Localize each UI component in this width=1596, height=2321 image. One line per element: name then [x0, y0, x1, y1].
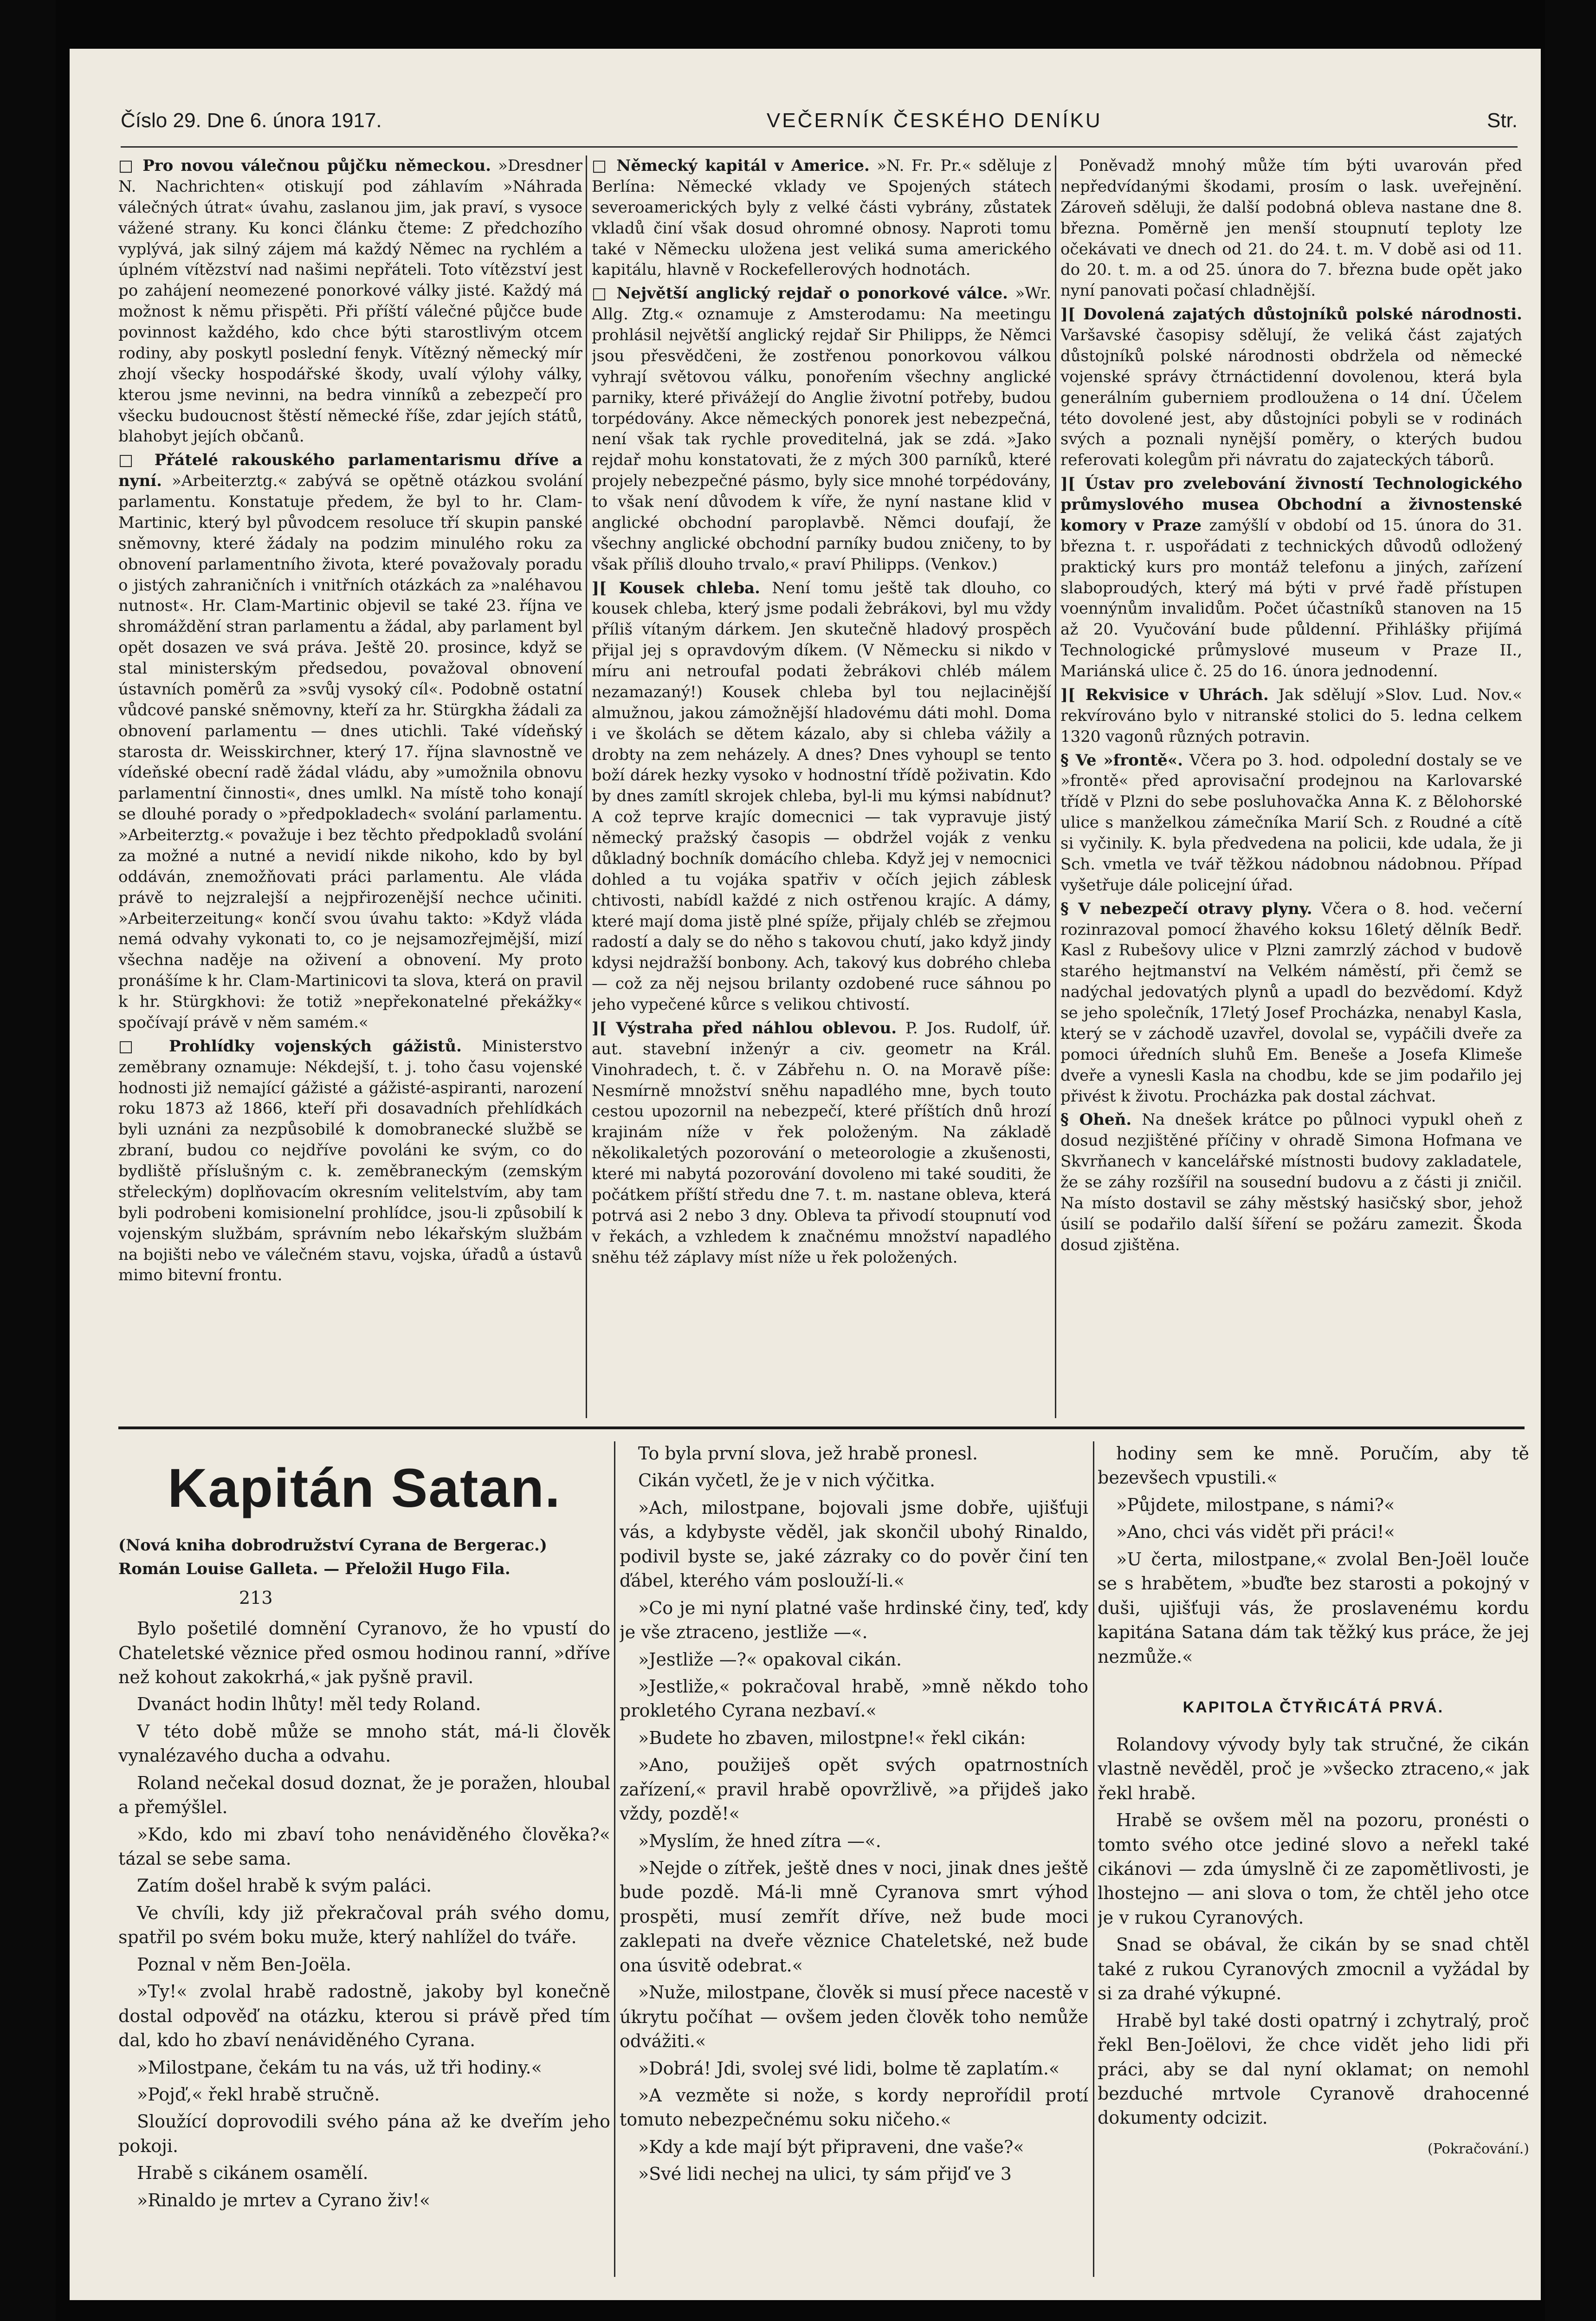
news-text: »N. Fr. Pr.« sděluje z Berlína: Německé vklady ve Spojených státech severoamerických byly z velké části vybrány, zůstatek vkladů činí však dosud ohromné obnosy. Naproti tomu také v Německu uložena jest veliká suma amerického kapitálu, hlavně v Rockefellerových hodnotách. — [592, 156, 1051, 279]
column-divider — [1093, 1441, 1094, 2277]
news-text: Včera o 8. hod. večerní rozinrazoval pomocí žhavého koksu 16letý dělník Bedř. Kasl z Rubešovy ulice v Plzni zamrzlý záchod v budově starého hejtmanství na Velkém náměstí, při čemž se nadýchal jedovatých plynů a upadl do bezvědomí. Když se jeho společník, 17letý Josef Procházka, nenabyl Kasla, který se v záchodě uzavřel, dovolal se, vypáčili dveře za pomoci úředních sluhů Em. Beneše a Josefa Klimeše dveře a vynesli Kasla na chodbu, kde se jim podařilo jej přivést k životu. Procházka pak dostal záchvat. — [1060, 899, 1522, 1106]
section-divider — [118, 1426, 1525, 1429]
news-headline: ][ Rekvisice v Uhrách. — [1060, 685, 1269, 704]
news-item — [1060, 156, 1522, 301]
news-item — [1060, 304, 1522, 471]
serial-paragraph: »Ano, chci vás vidět při práci!« — [1116, 1522, 1395, 1543]
serial-installment-number: 213 — [239, 1587, 273, 1608]
serial-paragraph: »Ty!« zvolal hrabě radostně, jakoby byl konečně dostal odpověď na otázku, kterou si právě před tím dal, kdo ho zbaví nenáviděného Cyrana. — [118, 1981, 610, 2051]
serial-author: Román Louise Galleta. — Přeložil Hugo Fila. — [118, 1559, 510, 1578]
news-headline: □ Přátelé rakouského parlamentarismu dříve a nyní. — [118, 451, 582, 491]
news-text: »Wr. Allg. Ztg.« oznamuje z Amsterodamu: Na meetingu prohlásil největší anglický rejdař Sir Philipps, že Němci jsou přesvědčeni, že zostřenou ponorkovou válkou vyhrají světovou válku, ponořením všechny anglické parniky, které přivážejí do Anglie životní potřeby, budou torpédovány. Akce německých ponorek jest nebezpečná, není však tak rychle proveditelná, jak se zdá. »Jako rejdař mohu konstatovati, že z mých 300 parníků, které projely nebezpečné pásmo, byly sice mnohé torpédovány, to však není důvodem k víře, že nyní nastane klid v anglické obchodní paroplavbě. Němci doufají, že všechny anglické obchodní parníky budou zničeny, to by však příliš dlouho trvalo,« praví Philipps. (Venkov.) — [592, 284, 1051, 574]
scan-border-right — [1545, 0, 1596, 2321]
news-column-3 — [1060, 156, 1522, 1423]
serial-paragraph: »Dobrá! Jdi, svolej své lidi, bolme tě zaplatím.« — [638, 2058, 1060, 2079]
news-item — [1060, 473, 1522, 682]
serial-paragraph: Zatím došel hrabě k svým paláci. — [137, 1875, 432, 1896]
news-headline: □ Pro novou válečnou půjčku německou. — [118, 156, 491, 175]
news-text: Varšavské časopisy sdělují, že veliká část zajatých důstojníků polské národnosti obdržela od německé vojenské správy čtrnáctidenní dovolenou, která byla generálním guberniem prodloužena o 14 dní. Účelem této dovolené jest, aby důstojníci pobyli se v rodinách svých a poznali nynější poměry, o kterých budou referovati kolegům při návratu do zajateckých táborů. — [1060, 326, 1522, 470]
news-item — [592, 1018, 1051, 1268]
serial-paragraph: »Rinaldo je mrtev a Cyrano živ!« — [137, 2190, 431, 2211]
serial-paragraph: »Jestliže —?« opakoval cikán. — [638, 1649, 902, 1670]
serial-paragraph: Cikán vyčetl, že je v nich výčitka. — [638, 1470, 936, 1491]
serial-paragraph: »U čerta, milostpane,« zvolal Ben-Joël louče se s hrabětem, »buďte bez starosti a pokojný v duši, ujišťuji vás, že proslavenému kordu kapitána Satana dám tak těžký kus práce, že jej nezmůže.« — [1098, 1549, 1529, 1667]
serial-paragraph: Ve chvíli, kdy již překračoval práh svého domu, spatřil po svém boku muže, který nahlížel do tváře. — [118, 1902, 610, 1948]
serial-paragraph: Poznal v něm Ben-Joëla. — [137, 1954, 352, 1975]
news-item — [592, 156, 1051, 280]
serial-paragraph: Dvanáct hodin lhůty! měl tedy Roland. — [137, 1694, 481, 1715]
news-item — [118, 450, 582, 1033]
serial-paragraph: »Ach, milostpane, bojovali jsme dobře, ujišťuji vás, a kdybyste věděl, jak skončil ubohý Rinaldo, podivil byste se, jaké zázraky co do pověr činí ten ďábel, kterého vám poslouží-li.« — [620, 1497, 1088, 1591]
serial-paragraph: Hrabě s cikánem osamělí. — [137, 2163, 368, 2184]
serial-paragraph: »Jestliže,« pokračoval hrabě, »mně někdo toho prokletého Cyrana nezbaví.« — [620, 1676, 1088, 1721]
news-text: zamýšlí v období od 15. února do 31. března t. r. uspořádati z technických důvodů odložený praktický kurs pro montáž telefonu a jiných, zařízení slaboproudých, který má býti v prvé řadě přístupen voennýnům invalidům. Počet účastníků stanoven na 15 až 20. Vyučování bude půldenní. Přihlášky přijímá Technologické průmyslové museum v Praze II., Mariánská ulice č. 25 do 16. února jednodenní. — [1060, 516, 1522, 681]
news-headline: ][ Výstraha před náhlou oblevou. — [592, 1018, 897, 1037]
news-item — [1060, 899, 1522, 1107]
news-item — [1060, 750, 1522, 896]
serial-paragraph: »Nuže, milostpane, člověk si musí přece nacestě v úkrytu počíhat — ovšem jeden člověk toho nemůže odvážiti.« — [620, 1982, 1088, 2052]
news-text: Na dnešek krátce po půlnoci vypukl oheň z dosud nezjištěné příčiny v ohradě Simona Hofmana ve Skvrňanech v kancelářské místnosti budovy zakladatele, že se záhy rozšířil na sousední budovu a z části ji zničil. Na místo dostavil se záhy městský hasičský sbor, jehož úsilí se podařilo další šíření se požáru zamezit. Škoda dosud zjištěna. — [1060, 1110, 1522, 1254]
serial-paragraph: »Kdo, kdo mi zbaví toho nenáviděného člověka?« tázal se sebe sama. — [118, 1824, 610, 1869]
scan-border-left — [0, 0, 56, 2321]
continued-note: (Pokračování.) — [1428, 2140, 1529, 2157]
news-headline: § Oheň. — [1060, 1110, 1132, 1129]
news-text: »Dresdner N. Nachrichten« otiskují pod záhlavím »Náhrada válečných útrat« úvahu, zaslanou jim, jak praví, s vysoce vážené strany. Ku konci článku čteme: Z předchozího vyplývá, jak silný zájem má každý Němec na rychlém a úplném vítězství nad našimi nepřáteli. Toto vítězství jest po zahájení neomezené ponorkové války jisté. Každý má možnost k němu přispěti. Při příští válečné půjčce bude povinnost každého, kdo chce býti starostlivým otcem rodiny, aby poskytl poslední fenyk. Vítězný německý mír zhojí všecky hospodářské škody, uvalí výlohy války, kterou jsme nevinni, na bedra vinníků a zebezpečí pro všecku budoucnost štěstí německé říše, zdar jejích států, blahobyt jejích občanů. — [118, 156, 582, 446]
news-headline: □ Prohlídky vojenských gážistů. — [118, 1037, 462, 1056]
serial-paragraph: Sloužící doprovodili svého pána až ke dveřím jeho pokoji. — [118, 2111, 610, 2156]
news-column-2 — [592, 156, 1051, 1423]
chapter-heading: KAPITOLA ČTYŘICÁTÁ PRVÁ. — [1182, 1698, 1444, 1716]
serial-paragraph: To byla první slova, jež hrabě pronesl. — [638, 1443, 978, 1464]
masthead-title: VEČERNÍK ČESKÉHO DENÍKU — [766, 109, 1102, 132]
page-number: Str. — [1486, 109, 1518, 132]
serial-column-3 — [1098, 1441, 1529, 2277]
serial-paragraph: »Co je mi nyní platné vaše hrdinské činy, teď, kdy je vše ztraceno, jestliže —«. — [620, 1597, 1088, 1643]
news-item — [118, 156, 582, 447]
serial-paragraph: »Nejde o zítřek, ještě dnes v noci, jinak dnes ještě bude pozdě. Má-li mně Cyranova smrt výhod prospěti, musí zemřít dříve, než bude moci zaklepati na dveře věznice Chateletské, než bude ona úsvitě odebrat.« — [620, 1858, 1088, 1976]
serial-paragraph: »A vezměte si nože, s kordy neprořídil protí tomuto nebezpečnému soku ničeho.« — [620, 2085, 1088, 2130]
news-text: Není tomu ještě tak dlouho, co kousek chleba, který jsme podali žebrákovi, byl mu vždy příliš vítaným dárkem. Jen skutečně hladový prospěch přijal jej s opravdovým díkem. (V Německu si nikdo v míru ani netroufal podati žebrákovi chléb málem nezamazaný!) Kousek chleba byl tou nejlacinější almužnou, jakou zámožnější hladovému dáti mohl. Doma i ve školách se dětem kázalo, aby si chleba vážily a drobty na zem neházely. A dnes? Dnes vyhoupl se tento boží dárek hezky vysoko v hodnostní třídě poživatin. Kdo by dnes zamítl skrojek chleba, byl-li mu kýmsi nabídnut? A což teprve krajíc domecnici — tak vypravuje jistý německý pražský časopis — obdržel voják z venku důkladný bochník domácího chleba. Když jej v nemocnici dohled a tu vojáka spatřiv v očích jejich záblesk chtivosti, nabídl každé z nich ostřenou krajíc. A dámy, které mají doma jistě plné spíže, přijaly chléb se zřejmou radostí a daly se do něho s takovou chutí, jako když jindy kdysi nejdražší bonbony. Ach, takový kus dobrého chleba — což za něj nejsou brilanty ozdobené ruce sáhnou po jeho vypečené kůrce s velikou chtivostí. — [592, 578, 1051, 1014]
serial-paragraph: »Pojď,« řekl hrabě stručně. — [137, 2084, 380, 2105]
serial-paragraph: »Kdy a kde mají být připraveni, dne vaše?« — [638, 2136, 1024, 2157]
news-item — [118, 1036, 582, 1286]
news-headline: ][ Kousek chleba. — [592, 578, 761, 597]
news-item — [1060, 1109, 1522, 1255]
news-text: Včera po 3. hod. odpolední dostaly se ve »frontě« před aprovisační prodejnou na Karlovarské třídě v Plzni do sebe posluhovačka Anna K. z Bělohorské ulice s manželkou zámečníka Marií Sch. z Roudné a cítě si vyčinily. K. byla předvedena na policii, kde udala, že ji Sch. vmetla ve tvář těžkou nádobnou nádobnou. Případ vyšetřuje dále policejní úřad. — [1060, 751, 1522, 895]
serial-paragraph: »Půjdete, milostpane, s námi?« — [1116, 1494, 1395, 1515]
serial-paragraph: Hrabě byl také dosti opatrný i zchytralý, proč řekl Ben-Joëlovi, že chce vidět jeho lidi při práci, aby se dal nyní oklamat; on nemohl bezduché mrtvole Cyranově drahocenné dokumenty odcizit. — [1098, 2010, 1529, 2128]
news-text: Ministerstvo zeměbrany oznamuje: Nékdejší, t. j. toho času vojenské hodnosti již nemající gážisté a gážisté-aspiranti, narození roku 1873 až 1866, kteří při dosavadních přehlídkách byli uznáni za nezpůsobilé k domobranecké službě se zbraní, budou co nejdříve povoláni ke svým, co do bydliště příslušným c. k. zeměbraneckým (zemským střeleckým) doplňovacím okresním velitelstvím, aby tam byli podrobeni komisionelní prohlídce, jsou-li způsobilí k vojenským službám, správním nebo lékařským službám na bojišti nebo ve válečném stavu, vojska, úřadů a ústavů mimo bitevní frontu. — [118, 1037, 582, 1285]
news-headline: ][ Ústav pro zvelebování živností Technologického průmyslového musea Obchodní a živnostenské komory v Praze — [1060, 474, 1522, 535]
serial-paragraph: Bylo pošetilé domnění Cyranovo, že ho vpustí do Chateletské věznice před osmou hodinou ranní, »dříve než kohout zakokrhá,« jak pyšně pravil. — [118, 1618, 610, 1687]
news-column-1 — [118, 156, 582, 1423]
serial-title: Kapitán Satan. — [168, 1458, 561, 1519]
serial-column-2 — [620, 1441, 1088, 2277]
serial-paragraph: V této době může se mnoho stát, má-li člověk vynalézavého ducha a odvahu. — [118, 1721, 610, 1766]
newspaper-page — [70, 49, 1541, 2300]
column-divider — [586, 156, 587, 1418]
serial-paragraph: Rolandovy vývody byly tak stručné, že cikán vlastně nevěděl, proč je »všecko ztraceno,« jak řekl hrabě. — [1098, 1734, 1529, 1803]
news-headline: § V nebezpečí otravy plyny. — [1060, 899, 1312, 918]
serial-paragraph: »Myslím, že hned zítra —«. — [638, 1830, 881, 1851]
page-header — [121, 109, 1518, 148]
serial-paragraph: »Své lidi nechej na ulici, ty sám přijď ve 3 — [638, 2164, 1012, 2185]
serial-paragraph: Roland nečekal dosud doznat, že je poražen, hloubal a přemýšlel. — [118, 1772, 610, 1818]
serial-paragraph: »Ano, použiješ opět svých opatrnostních zařízení,« pravil hrabě opovržlivě, »a přijdeš jako vždy, pozdě!« — [620, 1755, 1088, 1824]
news-headline: § Ve »frontě«. — [1060, 751, 1183, 770]
news-headline: □ Největší anglický rejdař o ponorkové válce. — [592, 284, 1008, 303]
column-divider — [1055, 156, 1056, 1418]
serial-paragraph: »Budete ho zbaven, milostpne!« řekl cikán: — [638, 1727, 1026, 1748]
serial-paragraph: Hrabě se ovšem měl na pozoru, pronésti o tomto svého otce jediné slovo a neřekl také cikánovi — zda úmyslně či ze zapomětlivosti, je lhostejno — ani slova o tom, že chtěl jeho otce je v rukou Cyranových. — [1098, 1810, 1529, 1928]
news-headline: □ Německý kapitál v Americe. — [592, 156, 870, 175]
news-text: P. Jos. Rudolf, úř. aut. stavební inženýr a civ. geometr na Král. Vinohradech, t. č. v Zábřehu n. O. na Moravě píše: Nesmírně množství sněhu napadlého mne, bych touto cestou upozornil na nebezpečí, které příštích dnů hrozí krajinám níže v řek položeným. Na základě několikaletých pozorování o meteorologie a zkušenosti, které mi nabytá pozorování dovoleno mi také souditi, že počátkem příští středu dne 7. t. m. nastane obleva, která potrvá asi 2 nebo 3 dny. Obleva ta přivodí stoupnutí vod v řekách, a vzhledem k značnému množství napadlého sněhu též záplavy míst níže u řek položených. — [592, 1018, 1051, 1267]
news-text: »Arbeiterztg.« zabývá se opětně otázkou svolání parlamentu. Konstatuje předem, že byl to hr. Clam-Martinic, který byl původcem resoluce tří skupin panské sněmovny, které žádaly na podzim minulého roku za obnovení parlamentního života, které považovaly poradu o jistých zahraničních i vnitřních otázkách za »naléhavou nutnost«. Hr. Clam-Martinic objevil se také 23. října ve shromáždění stran parlamentu a žádal, aby parlament byl opět dosazen ve svá práva. Ještě 20. prosince, když se stal ministerským předsedou, považoval obnovení ústavních poměrů za »svůj vysoký cíl«. Podobně ostatní vůdcové panské sněmovny, kteří za hr. Stürgkha žádali za obnovení parlamentu — dnes utichli. Také vídeňský starosta dr. Weisskirchner, který 17. října slavnostně ve vídeňské obecní radě žádal vládu, aby »umožnila obnovu parlamentní činnosti«, dnes umlkl. Na místě toho konají se dlouhé porady o »předpokladech« svolání parlamentu. »Arbeiterztg.« považuje i bez těchto předpokladů svolání za možné a nutné a nevidí nikde nikoho, kdo by byl oddáván, znemožňovati práci parlamentu. Ale vláda právě to nejzralejší a nejpřirozenější nechce učiniti. »Arbeiterzeitung« končí svou úvahu takto: »Když vláda nemá odvahy vykonati to, co je nejsamozřejmější, mizí všechna naděje na oživení a obnovení. My proto pronášíme k hr. Clam-Martinicovi ta slova, která on pravil k hr. Stürgkhovi: že totiž »nepřekonatelné překážky« spočívají právě v něm samém.« — [118, 472, 582, 1032]
serial-subtitle: (Nová kniha dobrodružství Cyrana de Bergerac.) — [118, 1536, 547, 1555]
news-headline: ][ Dovolená zajatých důstojníků polské národnosti. — [1060, 305, 1522, 324]
news-text: Jak sdělují »Slov. Lud. Nov.« rekvírováno bylo v nitranské stolici do 5. ledna celkem 1320 vagonů různých potravin. — [1060, 685, 1522, 746]
serial-paragraph: hodiny sem ke mně. Poručím, aby tě bezevšech vpustili.« — [1098, 1443, 1529, 1488]
news-item — [592, 283, 1051, 575]
serial-paragraph: »Milostpane, čekám tu na vás, už tři hodiny.« — [137, 2057, 542, 2078]
news-text: Poněvadž mnohý může tím býti uvarován před nepředvídanými škodami, prosím o lask. uveřejnění. Zároveň sděluji, že další podobná obleva nastane dne 8. března. Poměrně jen menší stoupnutí teploty lze očekávati ve dnech od 21. do 24. t. m. V době asi od 11. do 20. t. m. a od 25. února do 7. března bude opět jako nyní panovati počasí chladnější. — [1060, 156, 1522, 300]
news-item — [1060, 685, 1522, 747]
serial-column-1 — [118, 1451, 610, 2277]
issue-info: Číslo 29. Dne 6. února 1917. — [121, 109, 382, 132]
news-item — [592, 578, 1051, 1015]
serial-paragraph: Snad se obával, že cikán by se snad chtěl také z rukou Cyranových zmocnil a vyžádal by si za drahé výkupné. — [1098, 1934, 1529, 2004]
column-divider — [614, 1441, 615, 2277]
